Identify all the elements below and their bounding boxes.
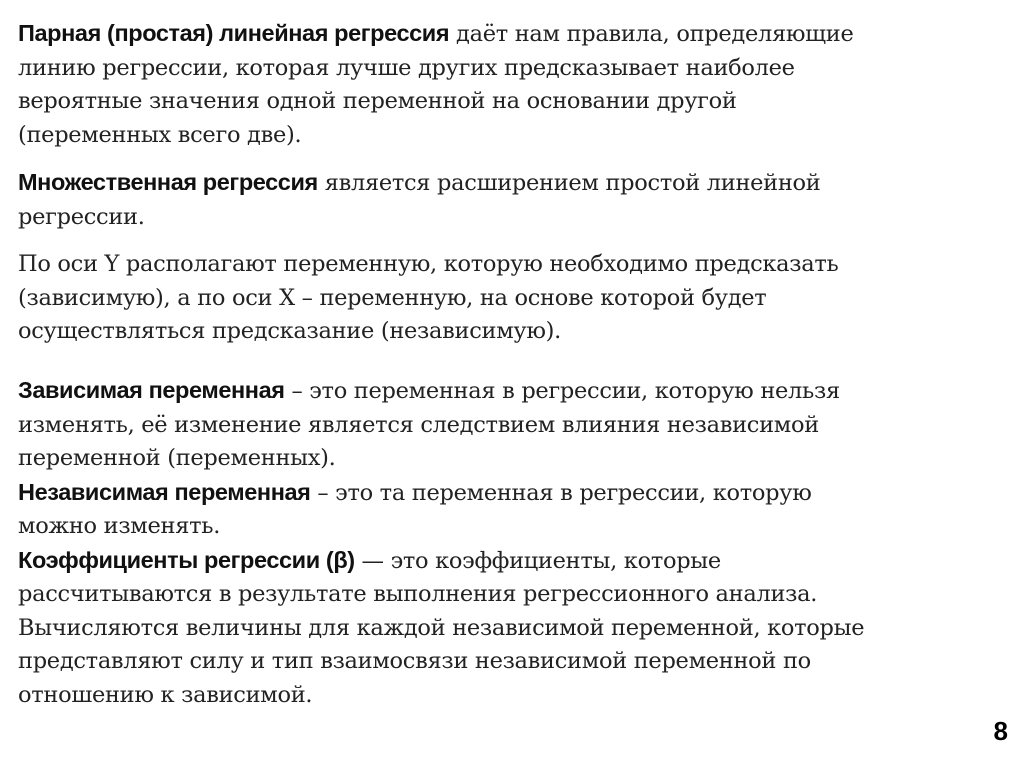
term-multiple-regression: Множественная регрессия (18, 169, 318, 195)
definition-text: — это коэффициенты, которые (354, 547, 721, 574)
text-line: можно изменять. (18, 513, 221, 539)
text-line (18, 476, 978, 511)
text-line: осуществляться предсказание (независимую). (18, 318, 561, 344)
text-line: По оси Y располагают переменную, которую необходимо предсказать (18, 251, 839, 277)
definition-text: даёт нам правила, определяющие (449, 21, 854, 47)
text-line: вероятные значения одной переменной на основании другой (18, 88, 737, 114)
text-line: изменять, её изменение является следствием влияния независимой (18, 411, 819, 438)
definition-text: – это та переменная в регрессии, которую (310, 479, 812, 506)
text-line: регрессии. (18, 203, 145, 230)
text-line (18, 17, 978, 52)
text-line: отношению к зависимой. (18, 681, 313, 708)
term-independent-variable: Независимая переменная (18, 478, 311, 505)
paragraph-multiple-regression (18, 166, 978, 234)
definition-text: является расширением простой линейной (317, 170, 821, 196)
text-line (18, 166, 978, 201)
term-dependent-variable: Зависимая переменная (18, 377, 285, 403)
paragraph-definitions (18, 374, 978, 712)
term-simple-regression: Парная (простая) линейная регрессия (18, 20, 450, 46)
text-line: линию регрессии, которая лучше других предсказывает наиболее (18, 54, 795, 81)
term-regression-coefficients: Коэффициенты регрессии (β) (18, 546, 355, 573)
paragraph-simple-regression (18, 17, 978, 152)
text-line: (переменных всего две). (18, 121, 302, 148)
paragraph-axes (18, 248, 978, 349)
text-line: (зависимую), а по оси Х – переменную, на основе которой будет (18, 284, 767, 311)
text-line (18, 544, 978, 579)
text-line: рассчитываются в результате выполнения регрессионного анализа. (18, 581, 818, 607)
text-line (18, 374, 978, 409)
text-line: Вычисляются величины для каждой независимой переменной, которые (18, 614, 865, 641)
text-line: переменной (переменных). (18, 445, 336, 471)
page-number: 8 (993, 716, 1008, 746)
definition-text: – это переменная в регрессии, которую нельзя (284, 378, 840, 404)
text-line: представляют силу и тип взаимосвязи независимой переменной по (18, 648, 811, 674)
